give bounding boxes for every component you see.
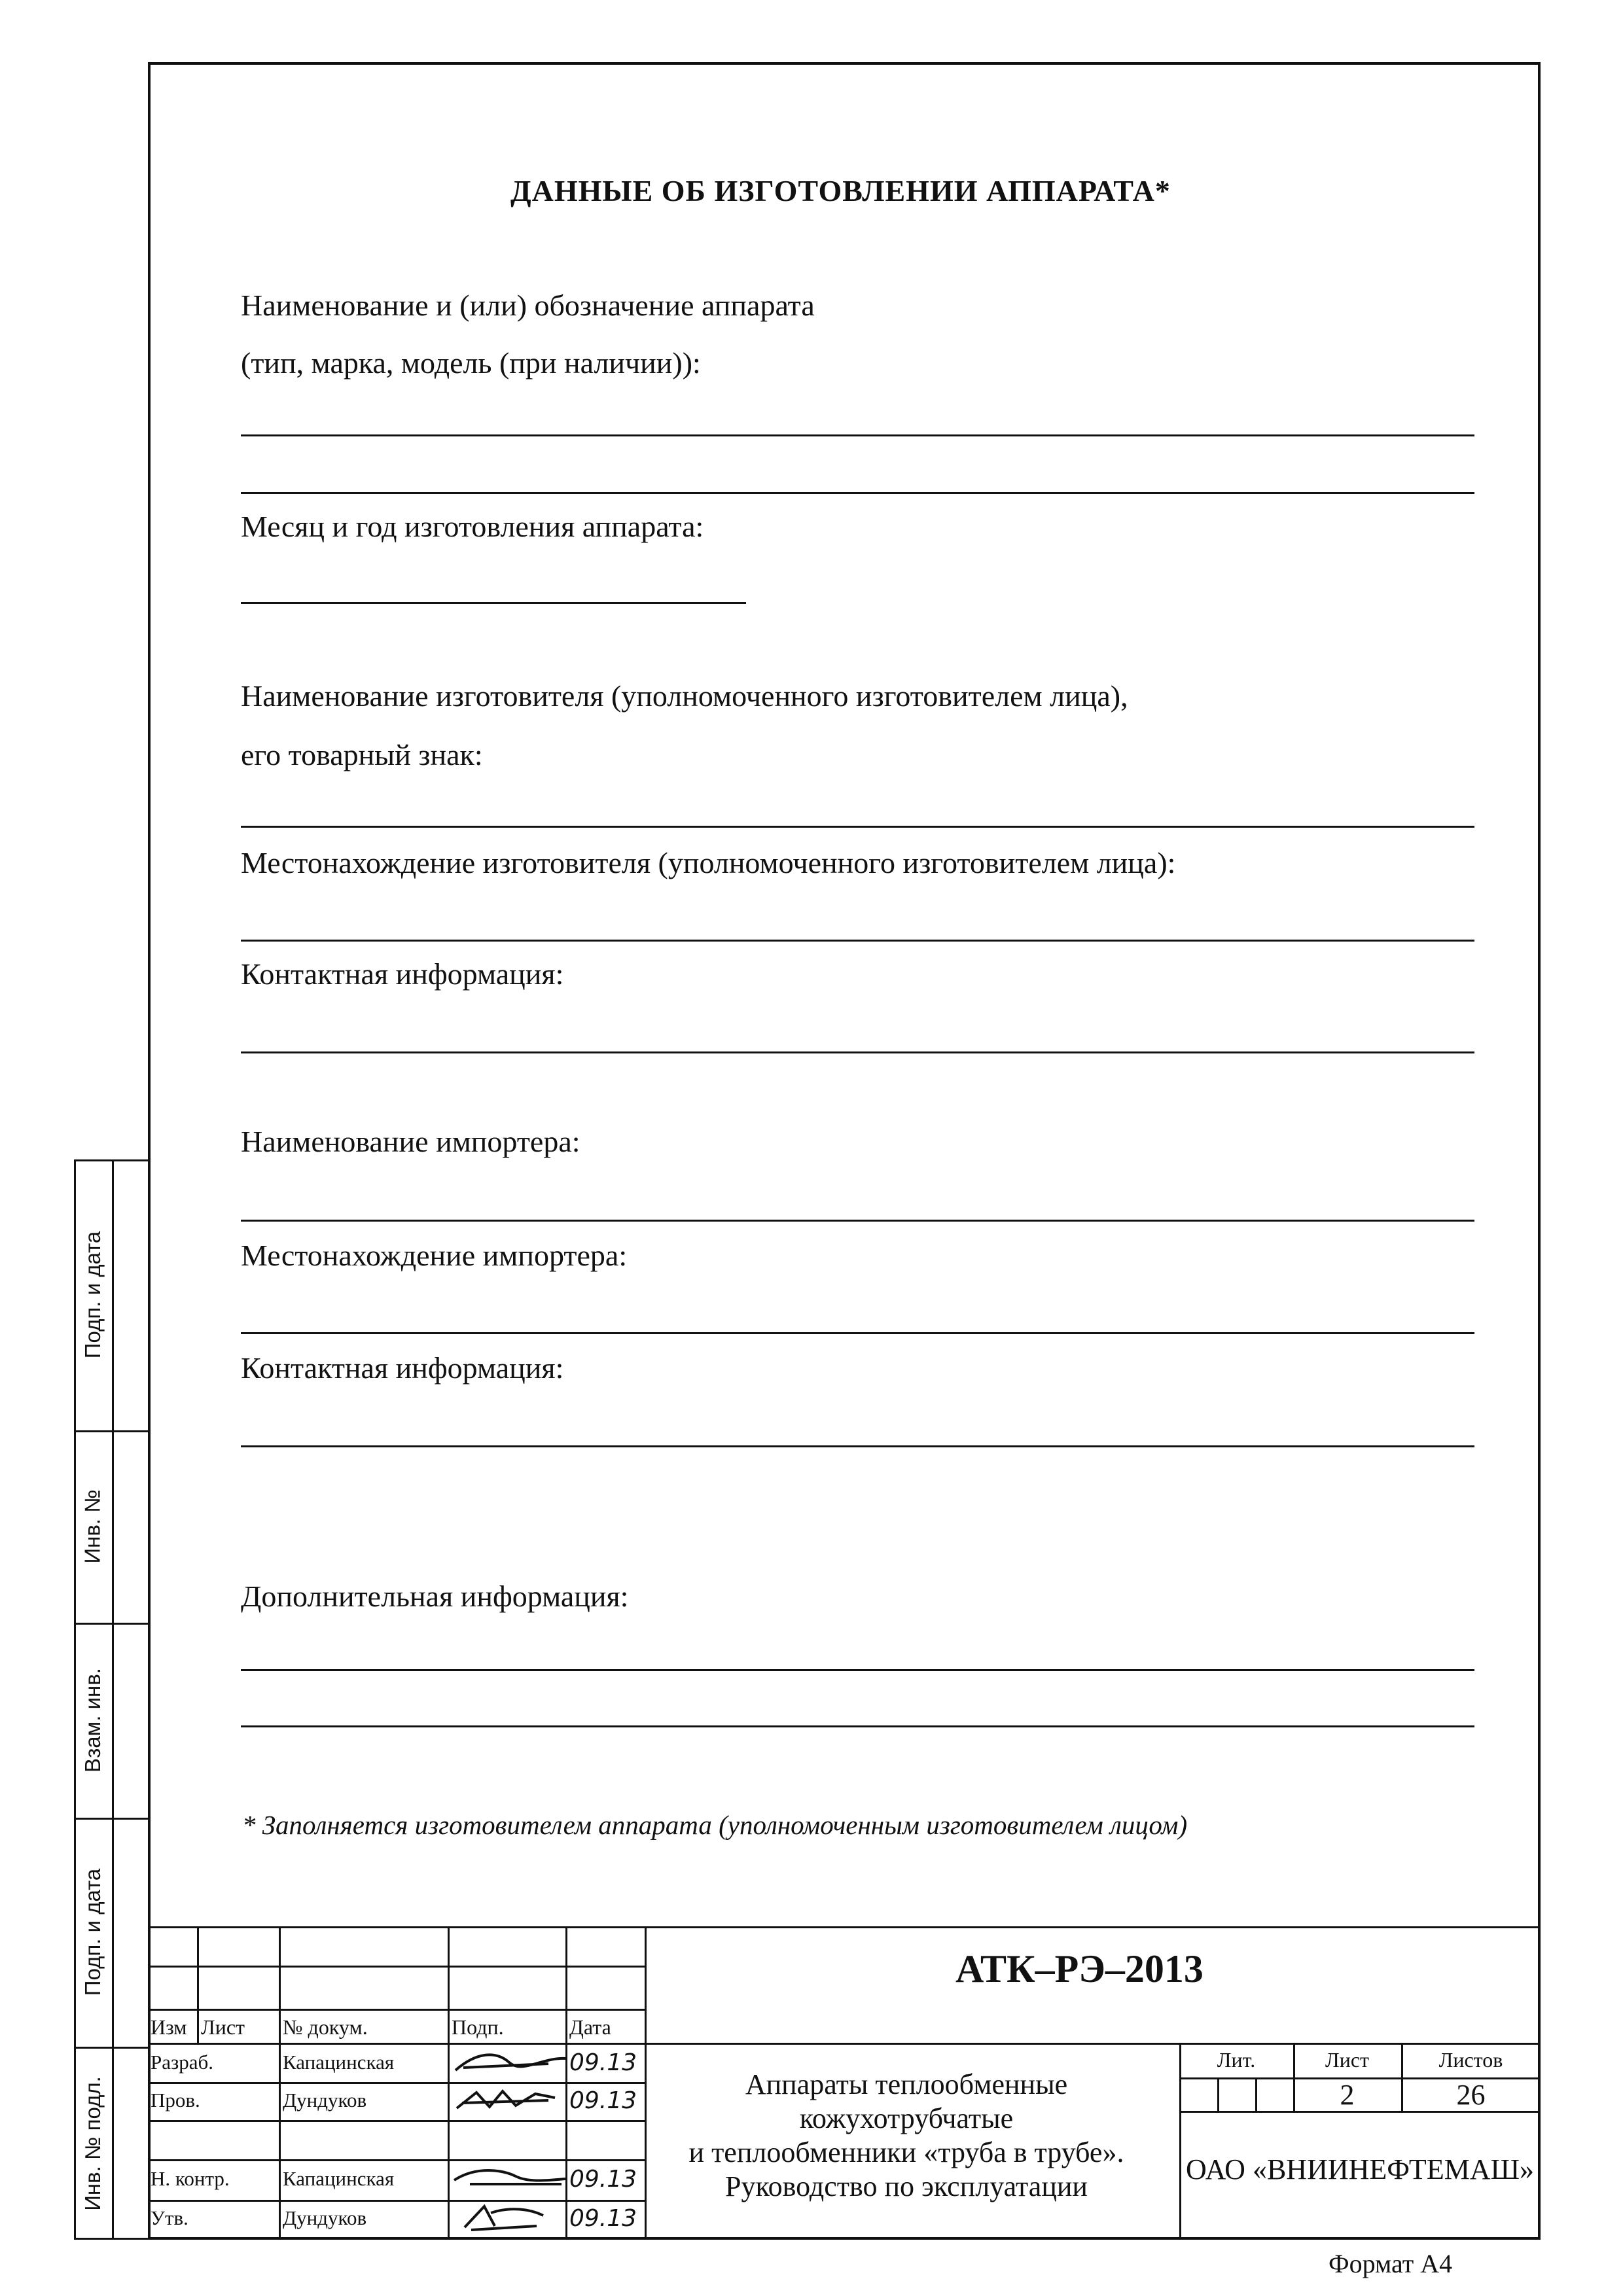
strip-label: Подп. и дата — [80, 1231, 105, 1359]
name-checker: Дундуков — [283, 2089, 367, 2111]
fill-line — [241, 492, 1474, 494]
fill-line — [241, 826, 1474, 828]
document-name — [645, 2068, 1168, 2204]
date-developer: 09.13 — [569, 2049, 637, 2076]
page-title: ДАННЫЕ ОБ ИЗГОТОВЛЕНИИ АППАРАТА* — [510, 174, 1171, 207]
grid-col — [1217, 2077, 1219, 2111]
header-sign: Подп. — [452, 2015, 504, 2039]
signature-norm-control — [450, 2161, 568, 2195]
grid-col — [448, 1926, 450, 2240]
role-norm-control: Н. контр. — [151, 2167, 230, 2190]
date-approved: 09.13 — [569, 2205, 637, 2232]
field-name-label-2: (тип, марка, модель (при наличии)): — [241, 346, 701, 380]
signature-approved — [458, 2200, 556, 2236]
role-checker: Пров. — [151, 2089, 200, 2111]
fill-line — [241, 1332, 1474, 1334]
field-manufacturer-label-1: Наименование изготовителя (уполномоченного изготовителем лица), — [241, 679, 1128, 713]
fill-line — [241, 940, 1474, 942]
grid-line — [148, 2082, 645, 2084]
document-code: АТК–РЭ–2013 — [955, 1947, 1204, 1990]
document-name-line: Руководство по эксплуатации — [725, 2170, 1088, 2202]
field-manufacturer-label-2: его товарный знак: — [241, 738, 483, 771]
role-approved: Утв. — [151, 2206, 188, 2229]
fill-line — [241, 1725, 1474, 1727]
field-importer-location-label: Местонахождение импортера: — [241, 1239, 628, 1272]
lit-label: Лит. — [1217, 2048, 1256, 2072]
sheet-number: 2 — [1340, 2079, 1355, 2111]
name-approved: Дундуков — [283, 2206, 367, 2229]
titleblock-top-line — [148, 1926, 1541, 1928]
signature-developer — [450, 2045, 568, 2079]
header-izm: Изм — [151, 2015, 187, 2039]
strip-divider — [112, 1159, 114, 2240]
signature-checker — [450, 2083, 562, 2117]
grid-col — [279, 1926, 281, 2240]
name-norm-control: Капацинская — [283, 2167, 395, 2190]
sheets-label: Листов — [1438, 2048, 1503, 2072]
document-name-line: Аппараты теплообменные — [745, 2068, 1068, 2100]
grid-col — [1179, 2043, 1181, 2240]
field-additional-label: Дополнительная информация: — [241, 1580, 629, 1613]
sheets-total: 26 — [1456, 2079, 1486, 2111]
field-contact-label-2: Контактная информация: — [241, 1351, 564, 1385]
grid-col — [197, 1926, 199, 2043]
field-manufacturer-location-label: Местонахождение изготовителя (уполномоченного изготовителем лица): — [241, 846, 1176, 879]
fill-line — [241, 1051, 1474, 1053]
role-developer: Разраб. — [151, 2051, 214, 2074]
organization: ОАО «ВНИИНЕФТЕМАШ» — [1186, 2153, 1534, 2185]
strip-label: Инв. № подл. — [80, 2075, 105, 2211]
grid-line — [148, 2043, 1541, 2045]
grid-line — [148, 2159, 645, 2161]
field-month-year-label: Месяц и год изготовления аппарата: — [241, 510, 704, 543]
strip-label: Подп. и дата — [80, 1868, 105, 1996]
header-list: Лист — [201, 2015, 245, 2039]
strip-label: Инв. № — [80, 1489, 105, 1564]
grid-line — [148, 1966, 645, 1968]
date-checker: 09.13 — [569, 2087, 637, 2114]
fill-line — [241, 434, 1474, 436]
paper-format: Формат А4 — [1329, 2249, 1453, 2278]
header-doc: № докум. — [283, 2015, 368, 2039]
fill-line — [241, 1445, 1474, 1447]
field-importer-name-label: Наименование импортера: — [241, 1125, 580, 1158]
header-date: Дата — [569, 2015, 611, 2039]
field-name-label-1: Наименование и (или) обозначение аппарата — [241, 289, 815, 322]
fill-line — [241, 1669, 1474, 1671]
grid-line — [148, 2200, 645, 2202]
grid-col — [1255, 2077, 1257, 2111]
sheet-label: Лист — [1325, 2048, 1369, 2072]
field-contact-label-1: Контактная информация: — [241, 957, 564, 991]
document-name-line: кожухотрубчатые — [799, 2102, 1014, 2134]
footnote: * Заполняется изготовителем аппарата (уполномоченным изготовителем лицом) — [242, 1810, 1188, 1840]
grid-line — [148, 2120, 645, 2122]
date-norm-control: 09.13 — [569, 2166, 637, 2193]
fill-line — [241, 1220, 1474, 1222]
fill-line — [241, 602, 746, 604]
name-developer: Капацинская — [283, 2051, 395, 2074]
document-name-line: и теплообменники «труба в трубе». — [688, 2136, 1124, 2168]
grid-line — [148, 2009, 645, 2011]
strip-label: Взам. инв. — [80, 1668, 105, 1773]
